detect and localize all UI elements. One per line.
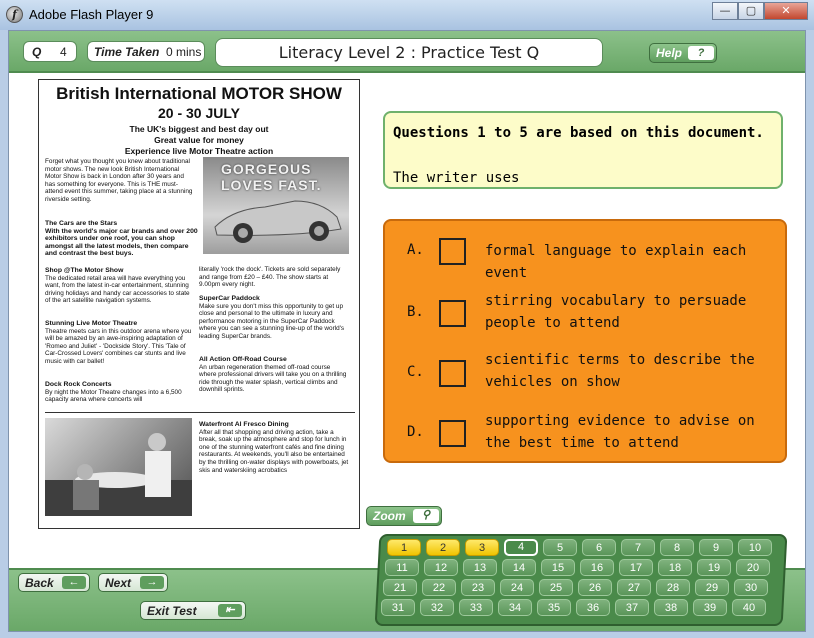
doc-shop-text: The dedicated retail area will have everything you want, from the latest in-car entertainment, stunning driving holidays and handy car accessories to state of the art satellite navigation systems. bbox=[45, 274, 190, 305]
question-number-4[interactable]: 4 bbox=[504, 539, 538, 556]
doc-theatre-text: Theatre meets cars in this outdoor arena where you will be amazed by an awe-inspiring adaptation of 'Romeo and Juliet' - 'Dockside Story'. This 'Tale of Car-Crossed Lovers' combines car stunts and live music with car ballet! bbox=[45, 327, 192, 365]
question-number-35[interactable]: 35 bbox=[537, 599, 571, 616]
car-slogan: GORGEOUS LOVES FAST. bbox=[221, 161, 322, 193]
question-number-24[interactable]: 24 bbox=[500, 579, 534, 596]
question-number-36[interactable]: 36 bbox=[576, 599, 610, 616]
option-d-text: supporting evidence to advise on the best time to attend bbox=[485, 413, 755, 451]
document-tagline-1: The UK's biggest and best day out bbox=[129, 124, 269, 134]
doc-theatre-section bbox=[45, 320, 195, 366]
minimize-button[interactable]: — bbox=[712, 2, 738, 20]
doc-dock-section bbox=[45, 381, 195, 404]
option-c-checkbox[interactable] bbox=[439, 360, 466, 387]
document-dates: 20 - 30 JULY bbox=[158, 105, 240, 121]
question-number-31[interactable]: 31 bbox=[381, 599, 415, 616]
question-number-22[interactable]: 22 bbox=[422, 579, 456, 596]
question-number-26[interactable]: 26 bbox=[578, 579, 612, 596]
question-counter bbox=[23, 41, 77, 62]
doc-dock-text: By night the Motor Theatre changes into a 6,500 capacity arena where concerts will bbox=[45, 388, 182, 404]
back-button[interactable] bbox=[18, 573, 90, 592]
document-tagline-2: Great value for money bbox=[154, 135, 244, 145]
exit-test-button[interactable] bbox=[140, 601, 246, 620]
question-number-28[interactable]: 28 bbox=[656, 579, 690, 596]
question-number-14[interactable]: 14 bbox=[502, 559, 536, 576]
answer-options-panel bbox=[383, 219, 787, 463]
doc-col2-text: literally 'rock the dock'. Tickets are sold separately and range from £20 – £40. The show starts at 9.00pm every night. bbox=[199, 266, 341, 289]
question-number-18[interactable]: 18 bbox=[658, 559, 692, 576]
exit-icon: ⇤ bbox=[218, 604, 242, 617]
flash-player-icon: f bbox=[6, 6, 23, 23]
question-number-2[interactable]: 2 bbox=[426, 539, 460, 556]
doc-waterfront-text: After all that shopping and driving action, take a break, soak up the atmosphere and stop for lunch in one of the stunning waterfront cafés and fine dining restaurants. At weekends, you'll also be entertained by the thrilling on-water displays with powerboats, jet skis and waterskiing acrobatics bbox=[199, 428, 349, 474]
zoom-button[interactable] bbox=[366, 506, 442, 526]
option-b-letter: B. bbox=[407, 304, 424, 320]
doc-cars-heading: The Cars are the Stars bbox=[45, 220, 118, 227]
option-d-letter: D. bbox=[407, 424, 424, 440]
question-number-38[interactable]: 38 bbox=[654, 599, 688, 616]
question-number-1[interactable]: 1 bbox=[387, 539, 421, 556]
question-number-30[interactable]: 30 bbox=[734, 579, 768, 596]
doc-offroad-heading: All Action Off-Road Course bbox=[199, 356, 287, 363]
option-a-text: formal language to explain each event bbox=[485, 243, 747, 281]
question-counter-value: 4 bbox=[60, 45, 67, 59]
doc-supercar-heading: SuperCar Paddock bbox=[199, 295, 260, 302]
question-number-9[interactable]: 9 bbox=[699, 539, 733, 556]
question-number-23[interactable]: 23 bbox=[461, 579, 495, 596]
option-c-text: scientific terms to describe the vehicles on show bbox=[485, 352, 755, 390]
question-number-25[interactable]: 25 bbox=[539, 579, 573, 596]
window-titlebar bbox=[0, 0, 814, 30]
window-controls bbox=[712, 2, 808, 20]
doc-waterfront-section bbox=[199, 421, 351, 474]
question-number-3[interactable]: 3 bbox=[465, 539, 499, 556]
top-band bbox=[9, 31, 805, 73]
question-number-21[interactable]: 21 bbox=[383, 579, 417, 596]
flash-stage bbox=[8, 30, 806, 632]
doc-dock-heading: Dock Rock Concerts bbox=[45, 381, 112, 388]
help-button[interactable] bbox=[649, 43, 717, 63]
question-mark-icon: ? bbox=[688, 46, 714, 60]
question-counter-label: Q bbox=[32, 45, 42, 59]
arrow-right-icon: → bbox=[140, 576, 164, 589]
question-number-8[interactable]: 8 bbox=[660, 539, 694, 556]
car-photo bbox=[203, 157, 349, 254]
exit-test-button-label: Exit Test bbox=[147, 604, 197, 618]
doc-intro: Forget what you thought you knew about traditional motor shows. The new look British International Motor Show is back in London after 30 years and has something for everyone. This is THE must-attend event this summer, taking place at a stunning riverside setting. bbox=[45, 158, 193, 203]
question-number-10[interactable]: 10 bbox=[738, 539, 772, 556]
question-number-32[interactable]: 32 bbox=[420, 599, 454, 616]
close-button[interactable]: ✕ bbox=[764, 2, 808, 20]
question-number-19[interactable]: 19 bbox=[697, 559, 731, 576]
car-shape bbox=[203, 157, 349, 254]
question-number-16[interactable]: 16 bbox=[580, 559, 614, 576]
restaurant-photo bbox=[45, 418, 192, 516]
option-d-checkbox[interactable] bbox=[439, 420, 466, 447]
document-tagline-3: Experience live Motor Theatre action bbox=[124, 146, 274, 156]
question-number-29[interactable]: 29 bbox=[695, 579, 729, 596]
question-number-5[interactable]: 5 bbox=[543, 539, 577, 556]
time-taken-label: Time Taken bbox=[94, 45, 160, 59]
document-title: British International MOTOR SHOW bbox=[56, 84, 342, 103]
next-button-label: Next bbox=[105, 576, 132, 590]
restaurant-shape bbox=[45, 418, 192, 516]
option-a-letter: A. bbox=[407, 242, 424, 258]
back-button-label: Back bbox=[25, 576, 54, 590]
question-intro: Questions 1 to 5 are based on this document. bbox=[393, 125, 764, 141]
doc-offroad-text: An urban regeneration themed off-road course where professional drivers will take you on a thrilling ride through the water splash, vertical climbs and downhill sprints. bbox=[199, 363, 347, 394]
test-title: Literacy Level 2 : Practice Test Q bbox=[215, 38, 603, 67]
question-number-7[interactable]: 7 bbox=[621, 539, 655, 556]
doc-waterfront-heading: Waterfront Al Fresco Dining bbox=[199, 421, 289, 428]
question-number-6[interactable]: 6 bbox=[582, 539, 616, 556]
question-number-37[interactable]: 37 bbox=[615, 599, 649, 616]
window-title: Adobe Flash Player 9 bbox=[29, 7, 154, 22]
time-taken-value: 0 mins bbox=[166, 45, 202, 59]
maximize-button[interactable]: ▢ bbox=[738, 2, 764, 20]
doc-cars-text: With the world's major car brands and over 200 exhibitors under one roof, you can shop amongst all the latest models, then compare and contrast the best buys. bbox=[45, 227, 198, 258]
question-number-40[interactable]: 40 bbox=[732, 599, 766, 616]
zoom-button-label: Zoom bbox=[373, 509, 406, 523]
option-c-letter: C. bbox=[407, 364, 424, 380]
question-box bbox=[383, 111, 783, 189]
help-button-label: Help bbox=[656, 46, 683, 60]
source-document bbox=[38, 79, 360, 529]
doc-shop-section bbox=[45, 267, 195, 305]
doc-supercar-section bbox=[199, 295, 349, 341]
question-number-12[interactable]: 12 bbox=[424, 559, 458, 576]
option-b-checkbox[interactable] bbox=[439, 300, 466, 327]
question-number-13[interactable]: 13 bbox=[463, 559, 497, 576]
question-number-17[interactable]: 17 bbox=[619, 559, 653, 576]
doc-divider bbox=[45, 412, 355, 413]
doc-shop-heading: Shop @The Motor Show bbox=[45, 267, 124, 274]
doc-supercar-text: Make sure you don't miss this opportunity to get up close and personal to the ultimate in luxury and performance motoring in the SuperCar Paddock where you can see a stunning line-up of the world's leading SuperCar brands. bbox=[199, 302, 345, 340]
question-number-34[interactable]: 34 bbox=[498, 599, 532, 616]
question-number-39[interactable]: 39 bbox=[693, 599, 727, 616]
question-number-11[interactable]: 11 bbox=[385, 559, 419, 576]
question-number-20[interactable]: 20 bbox=[736, 559, 770, 576]
time-taken bbox=[87, 41, 205, 62]
question-number-27[interactable]: 27 bbox=[617, 579, 651, 596]
arrow-left-icon: ← bbox=[62, 576, 86, 589]
option-b-text: stirring vocabulary to persuade people to attend bbox=[485, 293, 747, 331]
next-button[interactable] bbox=[98, 573, 168, 592]
magnifier-icon: ⚲ bbox=[413, 509, 439, 523]
doc-theatre-heading: Stunning Live Motor Theatre bbox=[45, 320, 138, 327]
doc-offroad-section bbox=[199, 356, 349, 394]
option-a-checkbox[interactable] bbox=[439, 238, 466, 265]
question-number-33[interactable]: 33 bbox=[459, 599, 493, 616]
doc-cars-section bbox=[45, 220, 201, 258]
question-number-15[interactable]: 15 bbox=[541, 559, 575, 576]
question-stem: The writer uses bbox=[393, 170, 520, 186]
